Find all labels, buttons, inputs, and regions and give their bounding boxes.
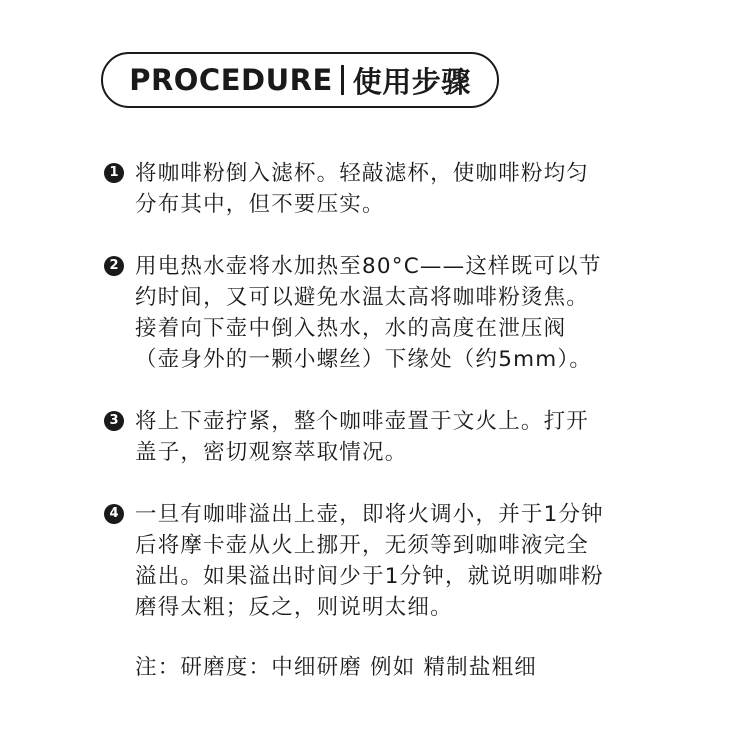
step-text-line: 约时间，又可以避免水温太高将咖啡粉烫焦。: [135, 285, 590, 310]
step-text-line: 分布其中，但不要压实。: [135, 192, 385, 217]
page-title: [101, 52, 499, 108]
step-number-badge: 2: [104, 256, 124, 276]
step-text-line: 将上下壶拧紧，整个咖啡壶置于文火上。打开: [135, 409, 590, 434]
step-number-badge: 1: [104, 163, 124, 183]
procedure-steps: [104, 158, 664, 654]
title-divider: [341, 65, 344, 95]
step-number-badge: 4: [104, 504, 124, 524]
step-text-line: 后将摩卡壶从火上挪开，无须等到咖啡液完全: [135, 533, 590, 558]
step-text-line: 一旦有咖啡溢出上壶，即将火调小，并于1分钟: [135, 502, 604, 527]
step-text-line: 用电热水壶将水加热至80°C——这样既可以节: [135, 254, 602, 279]
step-text-line: 接着向下壶中倒入热水，水的高度在泄压阀: [135, 316, 567, 341]
title-english: PROCEDURE: [129, 63, 333, 97]
grind-note: 注：研磨度：中细研磨 例如 精制盐粗细: [135, 655, 537, 680]
step-number-badge: 3: [104, 411, 124, 431]
step-text-line: 将咖啡粉倒入滤杯。轻敲滤杯，使咖啡粉均匀: [135, 161, 590, 186]
step-text-line: 溢出。如果溢出时间少于1分钟，就说明咖啡粉: [135, 564, 604, 589]
step-text-line: 磨得太粗；反之，则说明太细。: [135, 595, 453, 620]
step-1: [104, 158, 664, 220]
title-chinese: 使用步骤: [352, 64, 471, 99]
step-text-line: （壶身外的一颗小螺丝）下缘处（约5mm）。: [135, 347, 593, 372]
step-3: [104, 406, 664, 468]
step-4: [104, 499, 664, 623]
step-text-line: 盖子，密切观察萃取情况。: [135, 440, 408, 465]
step-2: [104, 251, 664, 375]
